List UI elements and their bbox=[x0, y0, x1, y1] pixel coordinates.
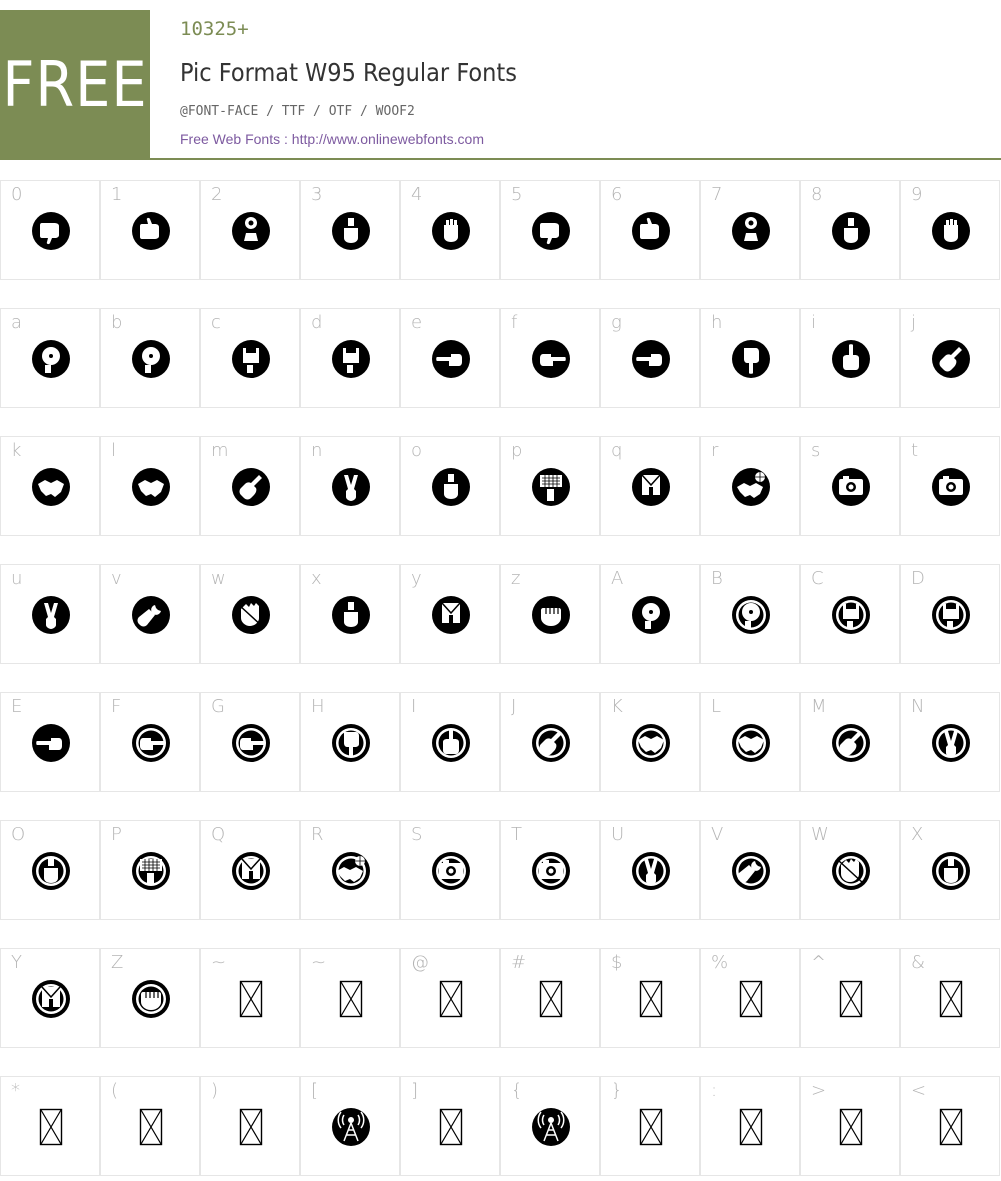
hand-point-diagonal-icon bbox=[831, 723, 871, 763]
hand-tool-icon bbox=[31, 851, 71, 891]
page-title: Pic Format W95 Regular Fonts bbox=[180, 58, 517, 87]
glyph-char-label: P bbox=[111, 824, 122, 845]
handshake-globe-icon bbox=[731, 467, 771, 507]
glyph-char-label: m bbox=[211, 440, 229, 461]
glyph-char-label: W bbox=[811, 824, 829, 845]
font-count: 10325+ bbox=[180, 18, 249, 40]
glyph-cell bbox=[100, 1076, 200, 1176]
fist-icon bbox=[531, 595, 571, 635]
missing-glyph-icon bbox=[431, 979, 471, 1019]
hand-envelope-icon bbox=[631, 467, 671, 507]
glyph-char-label: X bbox=[911, 824, 924, 845]
hand-keyboard-icon bbox=[531, 467, 571, 507]
glyph-char-label: y bbox=[411, 568, 422, 589]
glyph-cell bbox=[600, 180, 700, 280]
glyph-char-label: * bbox=[11, 1080, 20, 1101]
glyph-cell bbox=[700, 692, 800, 792]
glyph-char-label: ~ bbox=[211, 952, 227, 973]
glyph-cell bbox=[100, 692, 200, 792]
hand-point-left-icon bbox=[431, 339, 471, 379]
glyph-char-label: % bbox=[711, 952, 729, 973]
glyph-char-label: c bbox=[211, 312, 221, 333]
glyph-cell bbox=[200, 1076, 300, 1176]
glyph-char-label: R bbox=[311, 824, 324, 845]
glyph-cell bbox=[800, 820, 900, 920]
hand-disc-icon bbox=[131, 339, 171, 379]
glyph-row bbox=[0, 948, 1001, 1048]
glyph-char-label: { bbox=[511, 1080, 523, 1101]
glyph-char-label: K bbox=[611, 696, 623, 717]
glyph-cell bbox=[500, 436, 600, 536]
hand-wave-icon bbox=[831, 851, 871, 891]
hand-camera-icon bbox=[931, 467, 971, 507]
glyph-char-label: V bbox=[711, 824, 724, 845]
glyph-row bbox=[0, 564, 1001, 664]
hand-floppy-icon bbox=[931, 595, 971, 635]
glyph-row bbox=[0, 180, 1001, 280]
glyph-cell bbox=[600, 692, 700, 792]
glyph-cell bbox=[600, 436, 700, 536]
glyph-cell bbox=[100, 180, 200, 280]
glyph-row bbox=[0, 692, 1001, 792]
glyph-cell bbox=[0, 1076, 100, 1176]
glyph-cell bbox=[300, 436, 400, 536]
glyph-char-label: x bbox=[311, 568, 322, 589]
glyph-cell bbox=[700, 308, 800, 408]
glyph-cell bbox=[600, 564, 700, 664]
glyph-cell bbox=[800, 564, 900, 664]
header-divider bbox=[0, 158, 1001, 160]
glyph-cell bbox=[600, 948, 700, 1048]
glyph-char-label: l bbox=[111, 440, 117, 461]
glyph-cell bbox=[300, 308, 400, 408]
glyph-char-label: 0 bbox=[11, 184, 23, 205]
glyph-char-label: : bbox=[711, 1080, 718, 1101]
glyph-cell bbox=[900, 1076, 1000, 1176]
glyph-cell bbox=[400, 948, 500, 1048]
free-badge: FREE bbox=[0, 10, 150, 160]
glyph-char-label: G bbox=[211, 696, 225, 717]
glyph-cell bbox=[100, 948, 200, 1048]
hand-point-up-icon bbox=[831, 339, 871, 379]
hand-dial-icon bbox=[231, 211, 271, 251]
glyph-char-label: ( bbox=[111, 1080, 119, 1101]
missing-glyph-icon bbox=[631, 1107, 671, 1147]
glyph-cell bbox=[300, 1076, 400, 1176]
handshake-icon bbox=[631, 723, 671, 763]
glyph-cell bbox=[500, 180, 600, 280]
glyph-cell bbox=[400, 436, 500, 536]
victory-icon bbox=[31, 595, 71, 635]
victory-icon bbox=[631, 851, 671, 891]
thumbs-up-icon bbox=[631, 211, 671, 251]
handshake-globe-icon bbox=[331, 851, 371, 891]
glyph-char-label: n bbox=[311, 440, 323, 461]
glyph-cell bbox=[800, 180, 900, 280]
glyph-char-label: E bbox=[11, 696, 23, 717]
glyph-char-label: i bbox=[811, 312, 817, 333]
glyph-char-label: H bbox=[311, 696, 325, 717]
missing-glyph-icon bbox=[931, 979, 971, 1019]
glyph-char-label: j bbox=[911, 312, 917, 333]
hand-tool-icon bbox=[331, 211, 371, 251]
glyph-char-label: z bbox=[511, 568, 521, 589]
hand-stop-icon bbox=[431, 211, 471, 251]
hand-stop-icon bbox=[931, 211, 971, 251]
missing-glyph-icon bbox=[131, 1107, 171, 1147]
glyph-char-label: 5 bbox=[511, 184, 523, 205]
hand-wrench-icon bbox=[131, 595, 171, 635]
glyph-cell bbox=[900, 692, 1000, 792]
glyph-char-label: ) bbox=[211, 1080, 219, 1101]
hand-disc-icon bbox=[31, 339, 71, 379]
glyph-cell bbox=[400, 692, 500, 792]
glyph-cell bbox=[200, 692, 300, 792]
glyph-char-label: b bbox=[111, 312, 123, 333]
missing-glyph-icon bbox=[231, 979, 271, 1019]
hand-disc-icon bbox=[631, 595, 671, 635]
fist-icon bbox=[131, 979, 171, 1019]
glyph-cell bbox=[200, 308, 300, 408]
hand-dial-icon bbox=[731, 211, 771, 251]
glyph-cell bbox=[500, 820, 600, 920]
hand-envelope-icon bbox=[431, 595, 471, 635]
glyph-char-label: g bbox=[611, 312, 622, 333]
page-header bbox=[0, 0, 1001, 160]
radio-tower-icon bbox=[531, 1107, 571, 1147]
hand-tool-icon bbox=[331, 595, 371, 635]
hand-floppy-icon bbox=[331, 339, 371, 379]
missing-glyph-icon bbox=[931, 1107, 971, 1147]
glyph-cell bbox=[200, 564, 300, 664]
glyph-char-label: J bbox=[511, 696, 517, 717]
glyph-char-label: 1 bbox=[111, 184, 123, 205]
glyph-row bbox=[0, 1076, 1001, 1176]
glyph-char-label: e bbox=[411, 312, 423, 333]
site-link[interactable]: Free Web Fonts : http://www.onlinewebfonts.com bbox=[180, 131, 484, 147]
glyph-cell bbox=[500, 564, 600, 664]
victory-icon bbox=[331, 467, 371, 507]
glyph-char-label: 3 bbox=[311, 184, 323, 205]
glyph-char-label: Q bbox=[211, 824, 226, 845]
missing-glyph-icon bbox=[831, 979, 871, 1019]
glyph-cell bbox=[700, 180, 800, 280]
glyph-char-label: @ bbox=[411, 952, 429, 973]
glyph-cell bbox=[0, 692, 100, 792]
glyph-char-label: N bbox=[911, 696, 925, 717]
glyph-cell bbox=[900, 436, 1000, 536]
glyph-cell bbox=[200, 436, 300, 536]
glyph-char-label: ] bbox=[411, 1080, 419, 1101]
glyph-cell bbox=[300, 948, 400, 1048]
glyph-char-label: d bbox=[311, 312, 323, 333]
glyph-row bbox=[0, 820, 1001, 920]
glyph-char-label: $ bbox=[611, 952, 623, 973]
handshake-icon bbox=[31, 467, 71, 507]
glyph-char-label: S bbox=[411, 824, 423, 845]
hand-point-left-icon bbox=[631, 339, 671, 379]
glyph-cell bbox=[100, 436, 200, 536]
glyph-cell bbox=[600, 1076, 700, 1176]
glyph-char-label: s bbox=[811, 440, 821, 461]
glyph-char-label: L bbox=[711, 696, 722, 717]
glyph-cell bbox=[800, 1076, 900, 1176]
hand-tool-icon bbox=[931, 851, 971, 891]
glyph-char-label: w bbox=[211, 568, 226, 589]
glyph-char-label: A bbox=[611, 568, 624, 589]
glyph-cell bbox=[0, 180, 100, 280]
glyph-cell bbox=[500, 1076, 600, 1176]
glyph-cell bbox=[300, 692, 400, 792]
glyph-char-label: } bbox=[611, 1080, 623, 1101]
hand-envelope-icon bbox=[231, 851, 271, 891]
glyph-char-label: M bbox=[811, 696, 827, 717]
missing-glyph-icon bbox=[831, 1107, 871, 1147]
glyph-char-label: O bbox=[11, 824, 26, 845]
missing-glyph-icon bbox=[31, 1107, 71, 1147]
glyph-char-label: T bbox=[511, 824, 522, 845]
glyph-char-label: # bbox=[511, 952, 527, 973]
glyph-char-label: ~ bbox=[311, 952, 327, 973]
thumbs-up-icon bbox=[131, 211, 171, 251]
glyph-cell bbox=[400, 308, 500, 408]
missing-glyph-icon bbox=[531, 979, 571, 1019]
glyph-cell bbox=[100, 564, 200, 664]
hand-camera-icon bbox=[431, 851, 471, 891]
hand-point-left-icon bbox=[31, 723, 71, 763]
glyph-cell bbox=[900, 564, 1000, 664]
glyph-char-label: C bbox=[811, 568, 824, 589]
hand-point-diagonal-icon bbox=[531, 723, 571, 763]
glyph-cell bbox=[500, 308, 600, 408]
glyph-char-label: 6 bbox=[611, 184, 623, 205]
missing-glyph-icon bbox=[331, 979, 371, 1019]
glyph-cell bbox=[800, 308, 900, 408]
glyph-cell bbox=[200, 948, 300, 1048]
missing-glyph-icon bbox=[231, 1107, 271, 1147]
glyph-cell bbox=[700, 436, 800, 536]
thumbs-down-icon bbox=[31, 211, 71, 251]
glyph-char-label: o bbox=[411, 440, 423, 461]
glyph-char-label: [ bbox=[311, 1080, 319, 1101]
hand-point-diagonal-icon bbox=[931, 339, 971, 379]
missing-glyph-icon bbox=[731, 1107, 771, 1147]
glyph-cell bbox=[800, 948, 900, 1048]
glyph-cell bbox=[700, 1076, 800, 1176]
glyph-char-label: D bbox=[911, 568, 925, 589]
hand-point-down-icon bbox=[331, 723, 371, 763]
hand-point-right-icon bbox=[231, 723, 271, 763]
hand-camera-icon bbox=[531, 851, 571, 891]
victory-icon bbox=[931, 723, 971, 763]
glyph-cell bbox=[200, 820, 300, 920]
glyph-cell bbox=[400, 1076, 500, 1176]
glyph-row bbox=[0, 436, 1001, 536]
radio-tower-icon bbox=[331, 1107, 371, 1147]
glyph-cell bbox=[700, 564, 800, 664]
glyph-cell bbox=[700, 820, 800, 920]
glyph-char-label: < bbox=[911, 1080, 927, 1101]
glyph-cell bbox=[600, 308, 700, 408]
glyph-char-label: r bbox=[711, 440, 719, 461]
glyph-cell bbox=[0, 948, 100, 1048]
glyph-row bbox=[0, 308, 1001, 408]
glyph-cell bbox=[500, 948, 600, 1048]
glyph-cell bbox=[600, 820, 700, 920]
format-list: @FONT-FACE / TTF / OTF / WOOF2 bbox=[180, 104, 415, 119]
handshake-icon bbox=[731, 723, 771, 763]
glyph-char-label: 7 bbox=[711, 184, 723, 205]
missing-glyph-icon bbox=[431, 1107, 471, 1147]
glyph-char-label: q bbox=[611, 440, 623, 461]
hand-floppy-icon bbox=[231, 339, 271, 379]
glyph-cell bbox=[100, 820, 200, 920]
glyph-char-label: f bbox=[511, 312, 518, 333]
glyph-char-label: Y bbox=[11, 952, 22, 973]
glyph-char-label: v bbox=[111, 568, 122, 589]
glyph-cell bbox=[300, 564, 400, 664]
glyph-cell bbox=[400, 180, 500, 280]
glyph-char-label: 4 bbox=[411, 184, 423, 205]
glyph-char-label: B bbox=[711, 568, 723, 589]
hand-tool-icon bbox=[431, 467, 471, 507]
hand-point-up-icon bbox=[431, 723, 471, 763]
glyph-char-label: u bbox=[11, 568, 23, 589]
missing-glyph-icon bbox=[631, 979, 671, 1019]
glyph-cell bbox=[800, 436, 900, 536]
hand-envelope-icon bbox=[31, 979, 71, 1019]
glyph-char-label: I bbox=[411, 696, 417, 717]
glyph-char-label: Z bbox=[111, 952, 124, 973]
glyph-char-label: t bbox=[911, 440, 919, 461]
glyph-char-label: ^ bbox=[811, 952, 827, 973]
glyph-char-label: a bbox=[11, 312, 23, 333]
hand-wrench-icon bbox=[731, 851, 771, 891]
glyph-cell bbox=[300, 820, 400, 920]
glyph-cell bbox=[0, 436, 100, 536]
glyph-cell bbox=[700, 948, 800, 1048]
glyph-char-label: h bbox=[711, 312, 723, 333]
thumbs-down-icon bbox=[531, 211, 571, 251]
handshake-icon bbox=[131, 467, 171, 507]
glyph-char-label: > bbox=[811, 1080, 827, 1101]
glyph-char-label: 8 bbox=[811, 184, 823, 205]
missing-glyph-icon bbox=[731, 979, 771, 1019]
hand-tool-icon bbox=[831, 211, 871, 251]
hand-point-right-icon bbox=[531, 339, 571, 379]
hand-camera-icon bbox=[831, 467, 871, 507]
glyph-cell bbox=[0, 308, 100, 408]
glyph-char-label: 9 bbox=[911, 184, 923, 205]
glyph-cell bbox=[0, 564, 100, 664]
glyph-cell bbox=[900, 308, 1000, 408]
hand-disc-icon bbox=[731, 595, 771, 635]
hand-keyboard-icon bbox=[131, 851, 171, 891]
hand-floppy-icon bbox=[831, 595, 871, 635]
glyph-cell bbox=[200, 180, 300, 280]
hand-point-diagonal-icon bbox=[231, 467, 271, 507]
glyph-cell bbox=[900, 948, 1000, 1048]
glyph-cell bbox=[500, 692, 600, 792]
glyph-cell bbox=[800, 692, 900, 792]
glyph-char-label: & bbox=[911, 952, 926, 973]
glyph-cell bbox=[300, 180, 400, 280]
glyph-char-label: 2 bbox=[211, 184, 223, 205]
glyph-cell bbox=[400, 564, 500, 664]
hand-point-down-icon bbox=[731, 339, 771, 379]
hand-wave-icon bbox=[231, 595, 271, 635]
glyph-cell bbox=[400, 820, 500, 920]
glyph-cell bbox=[900, 180, 1000, 280]
glyph-cell bbox=[900, 820, 1000, 920]
glyph-cell bbox=[0, 820, 100, 920]
glyph-char-label: U bbox=[611, 824, 625, 845]
glyph-char-label: F bbox=[111, 696, 122, 717]
glyph-cell bbox=[100, 308, 200, 408]
glyph-char-label: k bbox=[11, 440, 22, 461]
glyph-char-label: p bbox=[511, 440, 523, 461]
hand-point-right-icon bbox=[131, 723, 171, 763]
